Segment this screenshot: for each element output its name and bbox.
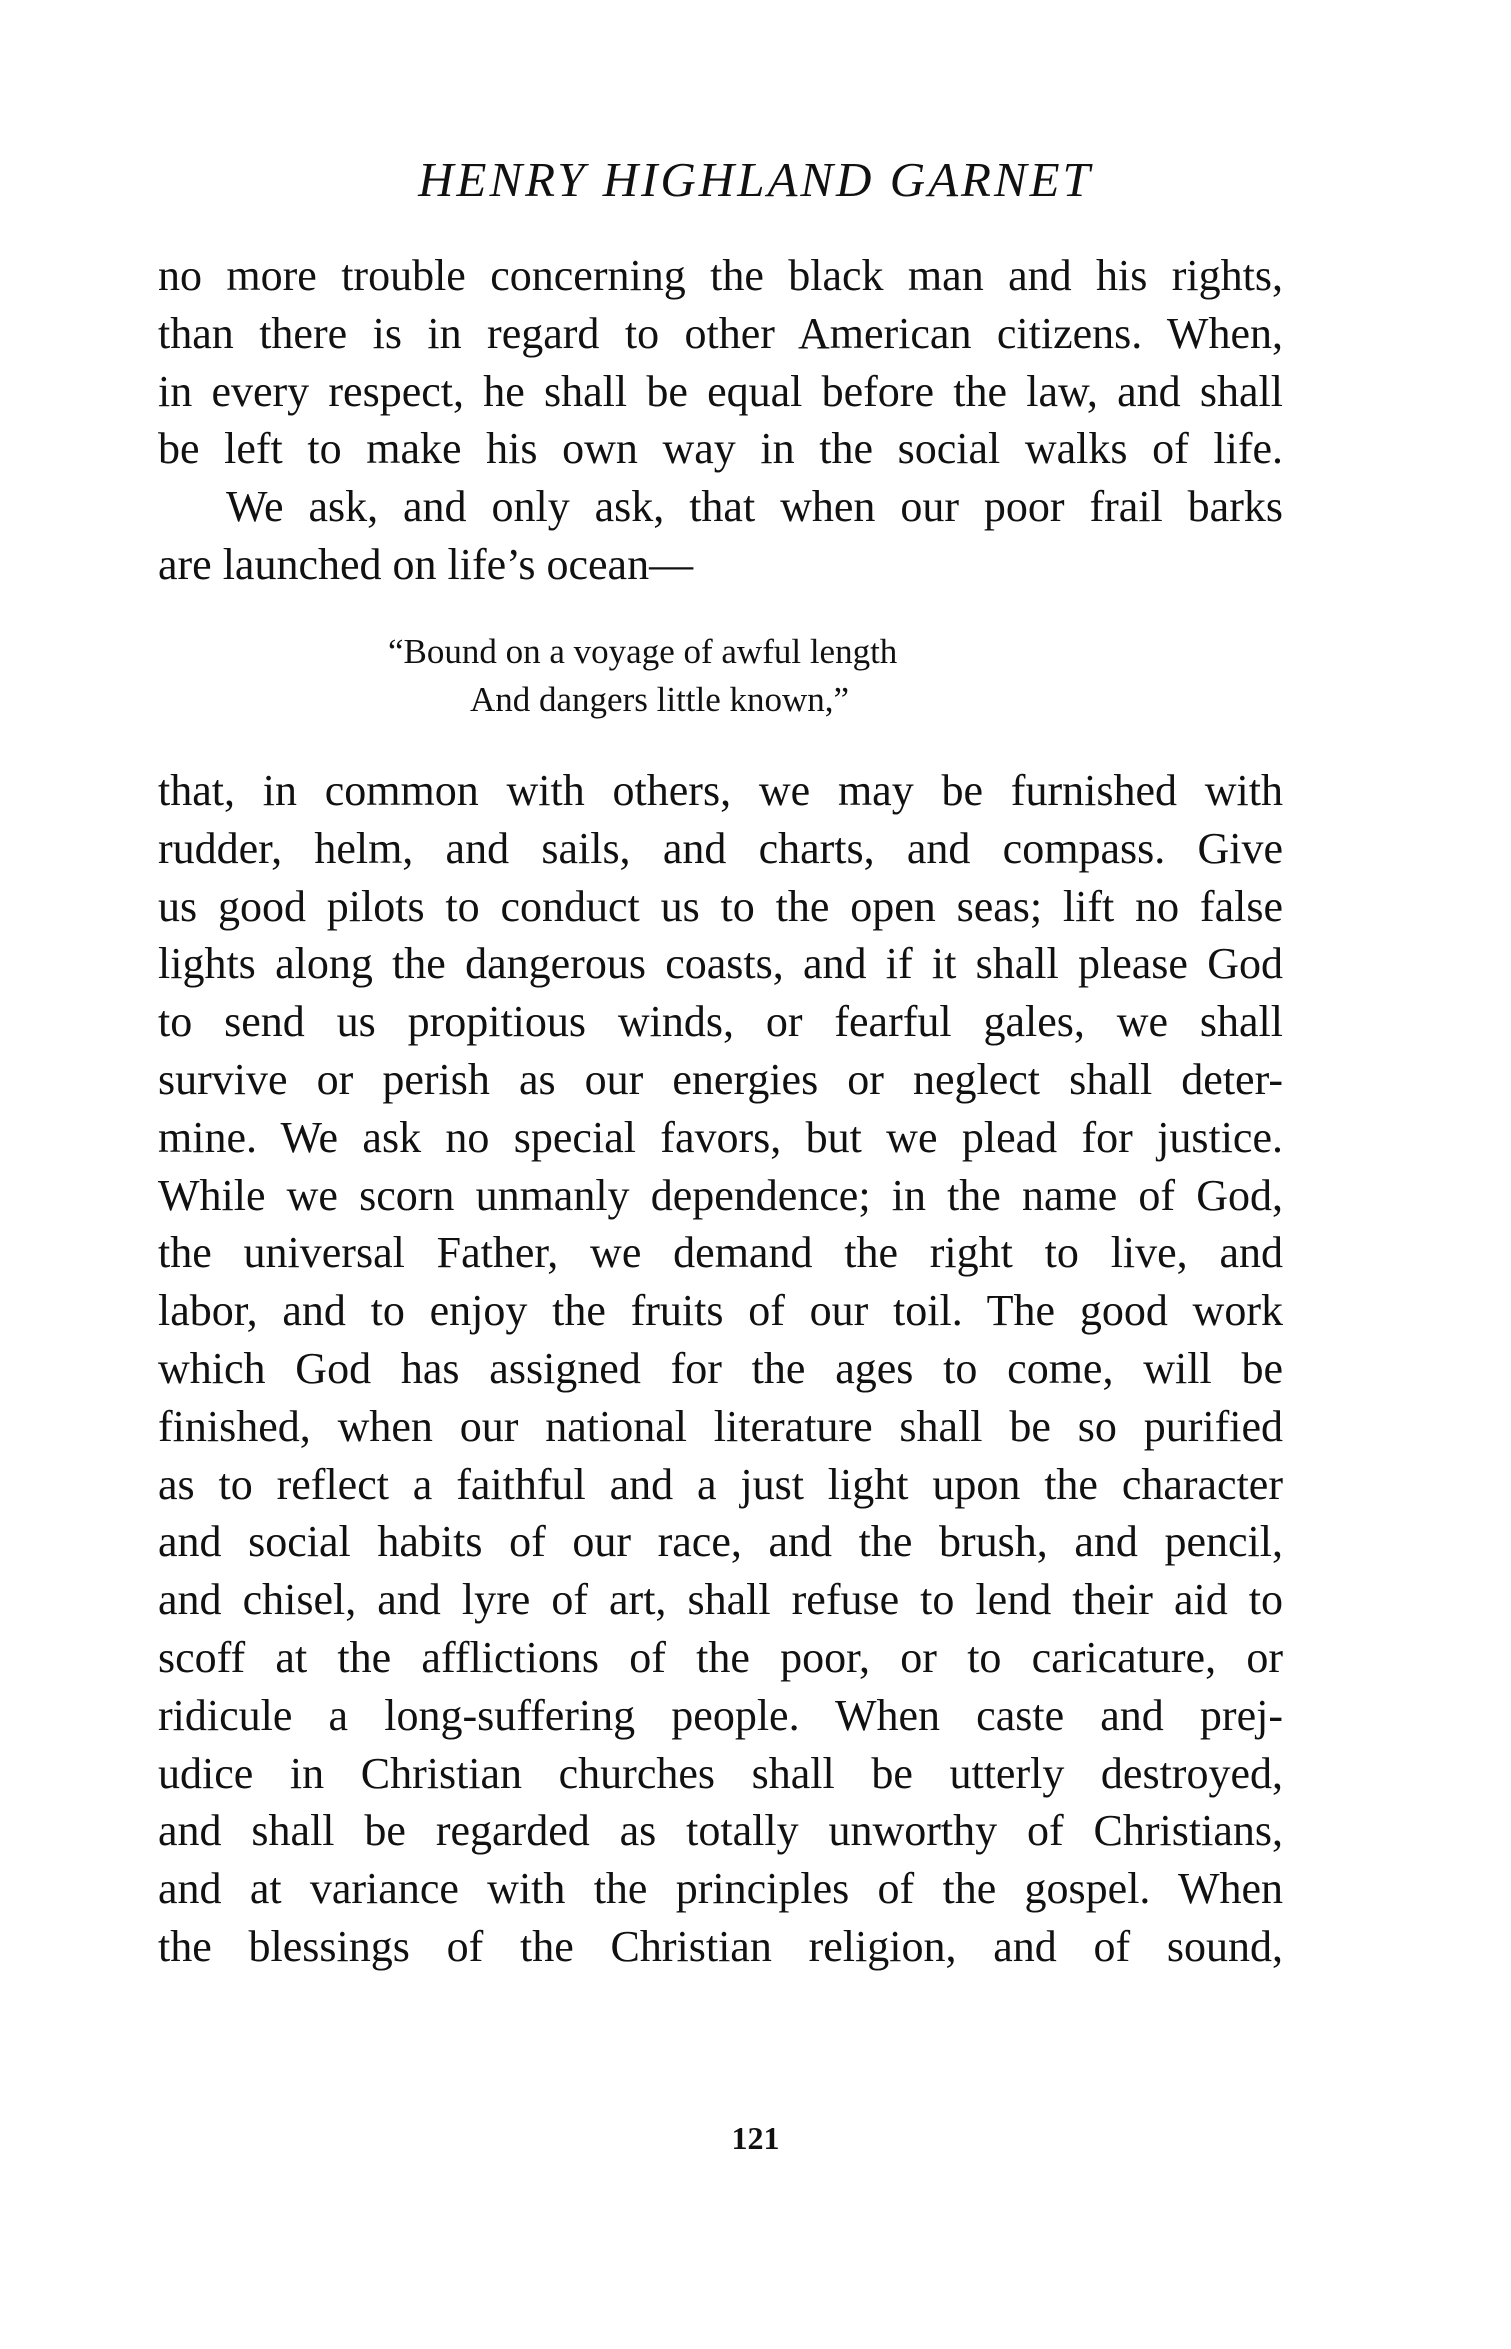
paragraph-2 [158, 762, 1283, 1976]
text-line: that, in common with others, we may be furnished with [158, 766, 1283, 815]
text-line: labor, and to enjoy the fruits of our toil. The good work [158, 1286, 1283, 1336]
text-line: the blessings of the Christian religion, and of sound, [158, 1921, 1283, 1971]
text-line: udice in Christian churches shall be utterly destroyed, [158, 1748, 1283, 1798]
text-line: which God has assigned for the ages to come, will be [158, 1343, 1283, 1393]
text-line: are launched on life’s ocean— [158, 539, 694, 589]
running-head: HENRY HIGHLAND GARNET [418, 152, 1093, 207]
verse-quotation [0, 628, 1511, 724]
text-line: and shall be regarded as totally unworthy of Christians, [158, 1806, 1283, 1856]
text-line: no more trouble concerning the black man and his rights, [158, 251, 1283, 300]
text-line: lights along the dangerous coasts, and if it shall please God [158, 939, 1283, 989]
text-line: While we scorn unmanly dependence; in the name of God, [158, 1170, 1283, 1220]
text-line: be left to make his own way in the social walks of life. [158, 424, 1283, 474]
text-line: to send us propitious winds, or fearful gales, we shall [158, 997, 1283, 1047]
text-line: and social habits of our race, and the brush, and pencil, [158, 1517, 1283, 1567]
text-line: We ask, and only ask, that when our poor frail barks [226, 482, 1283, 532]
text-line: and at variance with the principles of the gospel. When [158, 1864, 1283, 1914]
text-line: as to reflect a faithful and a just light upon the character [158, 1459, 1283, 1509]
text-line: in every respect, he shall be equal before the law, and shall [158, 366, 1283, 416]
text-line: the universal Father, we demand the right to live, and [158, 1228, 1283, 1278]
page-number: 121 [731, 2120, 780, 2156]
text-line: ridicule a long-suffering people. When caste and prej- [158, 1690, 1283, 1740]
text-line: and chisel, and lyre of art, shall refuse to lend their aid to [158, 1575, 1283, 1625]
text-line: finished, when our national literature shall be so purified [158, 1401, 1283, 1451]
text-line: rudder, helm, and sails, and charts, and compass. Give [158, 823, 1283, 873]
text-line: mine. We ask no special favors, but we plead for justice. [158, 1112, 1283, 1162]
text-line: survive or perish as our energies or neglect shall deter- [158, 1054, 1283, 1104]
verse-line: And dangers little known,” [470, 680, 850, 719]
text-line: than there is in regard to other American citizens. When, [158, 308, 1283, 358]
text-line: scoff at the afflictions of the poor, or to caricature, or [158, 1632, 1283, 1682]
text-line: us good pilots to conduct us to the open seas; lift no false [158, 881, 1283, 931]
paragraph-1 [158, 247, 1283, 594]
verse-line: “Bound on a voyage of awful length [388, 632, 898, 671]
